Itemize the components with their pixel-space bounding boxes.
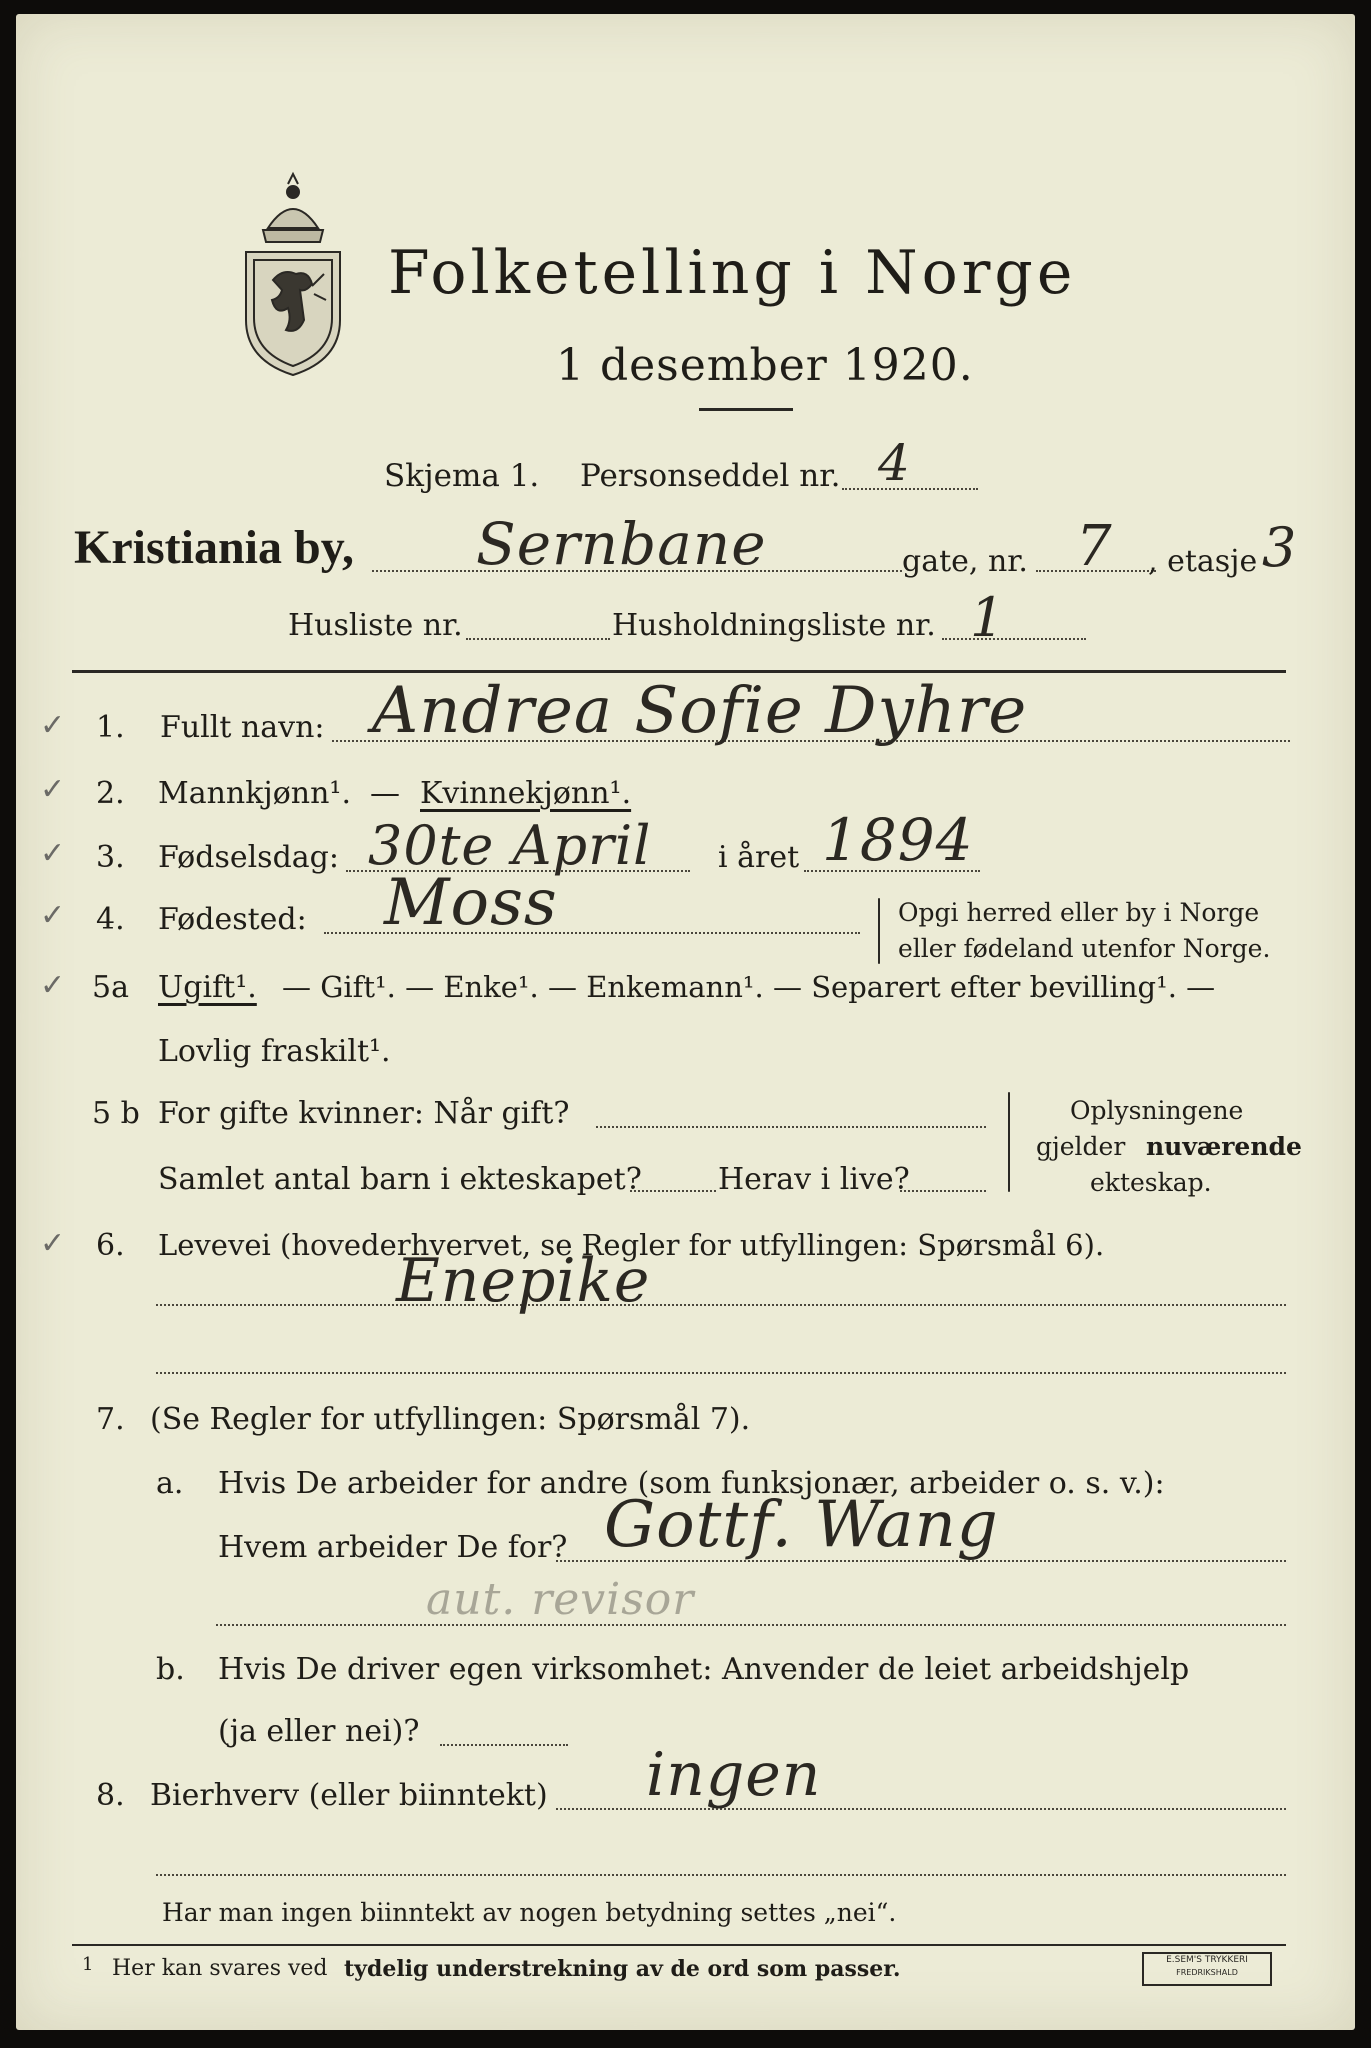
check-mark-q3: ✓ [40, 836, 66, 871]
printer-stamp-line2: FREDRIKSHALD [1176, 1968, 1238, 1977]
husholdningsliste-label: Husholdningsliste nr. [612, 608, 936, 643]
footnote-text-b: tydelig understrekning av de ord som passer. [344, 1956, 901, 1982]
occupation-field[interactable] [156, 1304, 1286, 1306]
q2-number: 2. [96, 776, 125, 811]
employer-value-note: aut. revisor [426, 1574, 695, 1625]
q7b-text: Hvis De driver egen virksomhet: Anvender de leiet arbeidshjelp [218, 1652, 1190, 1687]
etasje-label: , etasje [1148, 544, 1258, 579]
employer-field-line2[interactable] [216, 1624, 1286, 1626]
q5a-number: 5a [92, 970, 129, 1005]
husliste-label: Husliste nr. [288, 608, 463, 643]
birthplace-note-line1: Opgi herred eller by i Norge [898, 898, 1260, 927]
city-label: Kristiania by, [74, 521, 355, 574]
section-divider [72, 670, 1286, 673]
footnote-divider [72, 1944, 1286, 1946]
occupation-field-line2[interactable] [156, 1372, 1286, 1374]
birthplace-note-line2: eller fødeland utenfor Norge. [898, 934, 1271, 963]
etasje-value: 3 [1262, 516, 1298, 579]
birthplace-value: Moss [384, 866, 558, 940]
printer-stamp [1142, 1952, 1272, 1986]
census-date: 1 desember 1920. [556, 340, 974, 391]
q1-label: Fullt navn: [160, 710, 325, 745]
full-name-value: Andrea Sofie Dyhre [372, 674, 1028, 748]
gate-nr-label: gate, nr. [902, 544, 1028, 579]
children-alive-field[interactable] [900, 1190, 986, 1192]
side-income-value: ingen [646, 1740, 822, 1810]
skjema-label: Skjema 1. [384, 458, 540, 494]
marital-other-options[interactable]: — Gift¹. — Enke¹. — Enkemann¹. — Separert efter bevilling¹. — [282, 970, 1216, 1004]
birth-year-label: i året [718, 840, 800, 875]
norwegian-coat-of-arms-icon [228, 170, 358, 380]
check-mark-q6: ✓ [40, 1226, 66, 1261]
occupation-value: Enepike [396, 1246, 651, 1316]
q6-label: Levevei (hovederhvervet, se Regler for utfyllingen: Spørsmål 6). [158, 1228, 1105, 1262]
birth-year-value: 1894 [822, 806, 974, 874]
house-nr-value: 7 [1076, 514, 1113, 579]
birthplace-note-brace [878, 898, 880, 964]
q8-label: Bierhverv (eller biinntekt) [150, 1778, 548, 1813]
birthday-value: 30te April [368, 814, 652, 877]
footnote-number: 1 [82, 1954, 94, 1975]
title-divider [699, 408, 793, 411]
q8-number: 8. [96, 1778, 125, 1813]
marital-fraskilt-option[interactable]: Lovlig fraskilt¹. [158, 1034, 391, 1069]
census-form-page [16, 14, 1355, 2030]
employer-value: Gottf. Wang [604, 1488, 999, 1562]
q5b-number: 5 b [92, 1096, 140, 1131]
husholdningsliste-value: 1 [970, 586, 1006, 649]
q7a-letter: a. [156, 1466, 184, 1501]
q7a-text: Hvis De arbeider for andre (som funksjonær, arbeider o. s. v.): [218, 1466, 1165, 1501]
gender-female-option[interactable]: Kvinnekjønn¹. [420, 776, 632, 811]
check-mark-q2: ✓ [40, 772, 66, 807]
footnote-text-a: Her kan svares ved [112, 1956, 328, 1981]
street-value: Sernbane [476, 510, 767, 578]
check-mark-q4: ✓ [40, 898, 66, 933]
marriage-note-brace [1008, 1092, 1010, 1192]
q4-label: Fødested: [158, 902, 307, 937]
married-when-field[interactable] [596, 1126, 986, 1128]
q7-number: 7. [96, 1402, 125, 1437]
children-total-field[interactable] [630, 1190, 716, 1192]
q5b-label: For gifte kvinner: Når gift? [158, 1096, 570, 1131]
marital-ugift-option[interactable]: Ugift¹. [158, 970, 257, 1005]
printer-stamp-line1: E.SEM'S TRYKKERI [1166, 1955, 1248, 1965]
q7b-text2: (ja eller nei)? [218, 1714, 420, 1749]
hired-help-field[interactable] [440, 1744, 568, 1746]
check-mark-q1: ✓ [40, 708, 66, 743]
q3-number: 3. [96, 840, 125, 875]
marriage-note-line2a: gjelder [1036, 1132, 1126, 1161]
personseddel-value: 4 [878, 434, 911, 492]
q6-number: 6. [96, 1228, 125, 1263]
check-mark-q5a: ✓ [40, 968, 66, 1003]
gender-male-option[interactable]: Mannkjønn¹. [158, 776, 351, 811]
side-income-instruction: Har man ingen biinntekt av nogen betydning settes „nei“. [162, 1898, 897, 1927]
husliste-field[interactable] [466, 638, 610, 640]
gender-dash: — [370, 776, 400, 811]
marriage-note-line2b: nuværende [1146, 1132, 1302, 1161]
husholdningsliste-field[interactable] [942, 638, 1086, 640]
marriage-note-line1: Oplysningene [1070, 1096, 1244, 1125]
q4-number: 4. [96, 902, 125, 937]
marriage-note-line3: ekteskap. [1090, 1168, 1212, 1197]
q1-number: 1. [96, 710, 125, 745]
side-income-field-line2[interactable] [156, 1874, 1286, 1876]
q7a-question: Hvem arbeider De for? [218, 1530, 568, 1565]
q7b-letter: b. [156, 1652, 185, 1687]
q7-label: (Se Regler for utfyllingen: Spørsmål 7). [150, 1402, 751, 1437]
children-total-label: Samlet antal barn i ekteskapet? [158, 1162, 642, 1197]
children-alive-label: Herav i live? [718, 1162, 910, 1197]
personseddel-label: Personseddel nr. [580, 458, 841, 494]
q3-label: Fødselsdag: [158, 840, 339, 875]
form-title: Folketelling i Norge [388, 238, 1077, 308]
